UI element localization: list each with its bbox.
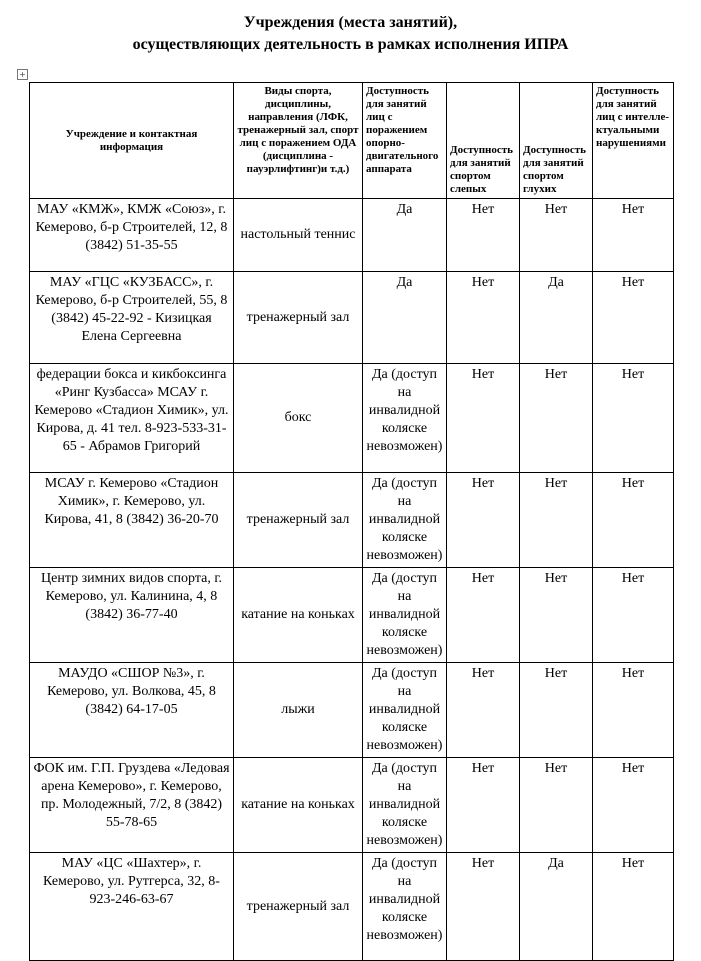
intel-cell: Нет — [593, 663, 674, 758]
institution-cell: МАУ «КМЖ», КМЖ «Союз», г. Кемерово, б-р Строителей, 12, 8 (3842) 51-35-55 — [30, 199, 234, 272]
deaf-cell: Да — [520, 853, 593, 961]
intel-cell: Нет — [593, 853, 674, 961]
table-move-handle-icon[interactable]: + — [17, 69, 28, 80]
header-intel-access: Доступность для занятий лиц с интелле-ктуальными нарушениями — [593, 83, 674, 199]
institution-cell: МСАУ г. Кемерово «Стадион Химик», г. Кемерово, ул. Кирова, 41, 8 (3842) 36-20-70 — [30, 473, 234, 568]
sport-cell: тренажерный зал — [234, 473, 363, 568]
institution-cell: МАУ «ЦС «Шахтер», г. Кемерово, ул. Рутгерса, 32, 8-923-246-63-67 — [30, 853, 234, 961]
sport-cell: катание на коньках — [234, 758, 363, 853]
header-institution: Учреждение и контактная информация — [30, 83, 234, 199]
institution-cell: федерации бокса и кикбоксинга «Ринг Кузбасса» МСАУ г. Кемерово «Стадион Химик», ул. Кирова, д. 41 тел. 8-923-533-31-65 - Абрамов Григорий — [30, 364, 234, 473]
document-title-line-2: осуществляющих деятельность в рамках исполнения ИПРА — [132, 36, 569, 53]
deaf-cell: Нет — [520, 663, 593, 758]
oda-cell: Да (доступ на инвалидной коляске невозможен) — [363, 853, 447, 961]
deaf-cell: Да — [520, 272, 593, 364]
sport-cell: бокс — [234, 364, 363, 473]
document-title-line-1: Учреждения (места занятий), — [243, 14, 458, 31]
intel-cell: Нет — [593, 758, 674, 853]
table-row — [30, 663, 674, 758]
deaf-cell: Нет — [520, 568, 593, 663]
oda-cell: Да — [363, 272, 447, 364]
table-row — [30, 272, 674, 364]
deaf-cell: Нет — [520, 199, 593, 272]
table-row — [30, 568, 674, 663]
oda-cell: Да (доступ на инвалидной коляске невозможен) — [363, 663, 447, 758]
intel-cell: Нет — [593, 272, 674, 364]
sport-cell: катание на коньках — [234, 568, 363, 663]
institution-cell: ФОК им. Г.П. Груздева «Ледовая арена Кемерово», г. Кемерово, пр. Молодежный, 7/2, 8 (3842) 55-78-65 — [30, 758, 234, 853]
blind-cell: Нет — [447, 272, 520, 364]
oda-cell: Да (доступ на инвалидной коляске невозможен) — [363, 364, 447, 473]
deaf-cell: Нет — [520, 364, 593, 473]
table-row — [30, 364, 674, 473]
blind-cell: Нет — [447, 199, 520, 272]
oda-cell: Да (доступ на инвалидной коляске невозможен) — [363, 473, 447, 568]
sport-cell: тренажерный зал — [234, 853, 363, 961]
table-row — [30, 758, 674, 853]
sport-cell: настольный теннис — [234, 199, 363, 272]
header-sport: Виды спорта, дисциплины, направления (ЛФК, тренажерный зал, спорт лиц с поражением ОДА (дисциплина - пауэрлифтинг)и т.д.) — [234, 83, 363, 199]
table-row — [30, 199, 674, 272]
blind-cell: Нет — [447, 853, 520, 961]
blind-cell: Нет — [447, 364, 520, 473]
sport-cell: тренажерный зал — [234, 272, 363, 364]
header-deaf-access: Доступность для занятий спортом глухих — [520, 83, 593, 199]
table-row — [30, 473, 674, 568]
blind-cell: Нет — [447, 663, 520, 758]
oda-cell: Да (доступ на инвалидной коляске невозможен) — [363, 758, 447, 853]
header-blind-access: Доступность для занятий спортом слепых — [447, 83, 520, 199]
sport-cell: лыжи — [234, 663, 363, 758]
intel-cell: Нет — [593, 199, 674, 272]
institution-cell: МАУ «ГЦС «КУЗБАСС», г. Кемерово, б-р Строителей, 55, 8 (3842) 45-22-92 - Кизицкая Елена Сергеевна — [30, 272, 234, 364]
blind-cell: Нет — [447, 758, 520, 853]
header-oda-access: Доступность для занятий лиц с поражением опорно-двигательного аппарата — [363, 83, 447, 199]
intel-cell: Нет — [593, 364, 674, 473]
blind-cell: Нет — [447, 473, 520, 568]
oda-cell: Да — [363, 199, 447, 272]
header-row — [30, 83, 674, 199]
institution-cell: Центр зимних видов спорта, г. Кемерово, ул. Калинина, 4, 8 (3842) 36-77-40 — [30, 568, 234, 663]
oda-cell: Да (доступ на инвалидной коляске невозможен) — [363, 568, 447, 663]
intel-cell: Нет — [593, 473, 674, 568]
intel-cell: Нет — [593, 568, 674, 663]
table-row — [30, 853, 674, 961]
blind-cell: Нет — [447, 568, 520, 663]
institutions-table — [29, 82, 674, 961]
deaf-cell: Нет — [520, 473, 593, 568]
institution-cell: МАУДО «СШОР №3», г. Кемерово, ул. Волкова, 45, 8 (3842) 64-17-05 — [30, 663, 234, 758]
deaf-cell: Нет — [520, 758, 593, 853]
